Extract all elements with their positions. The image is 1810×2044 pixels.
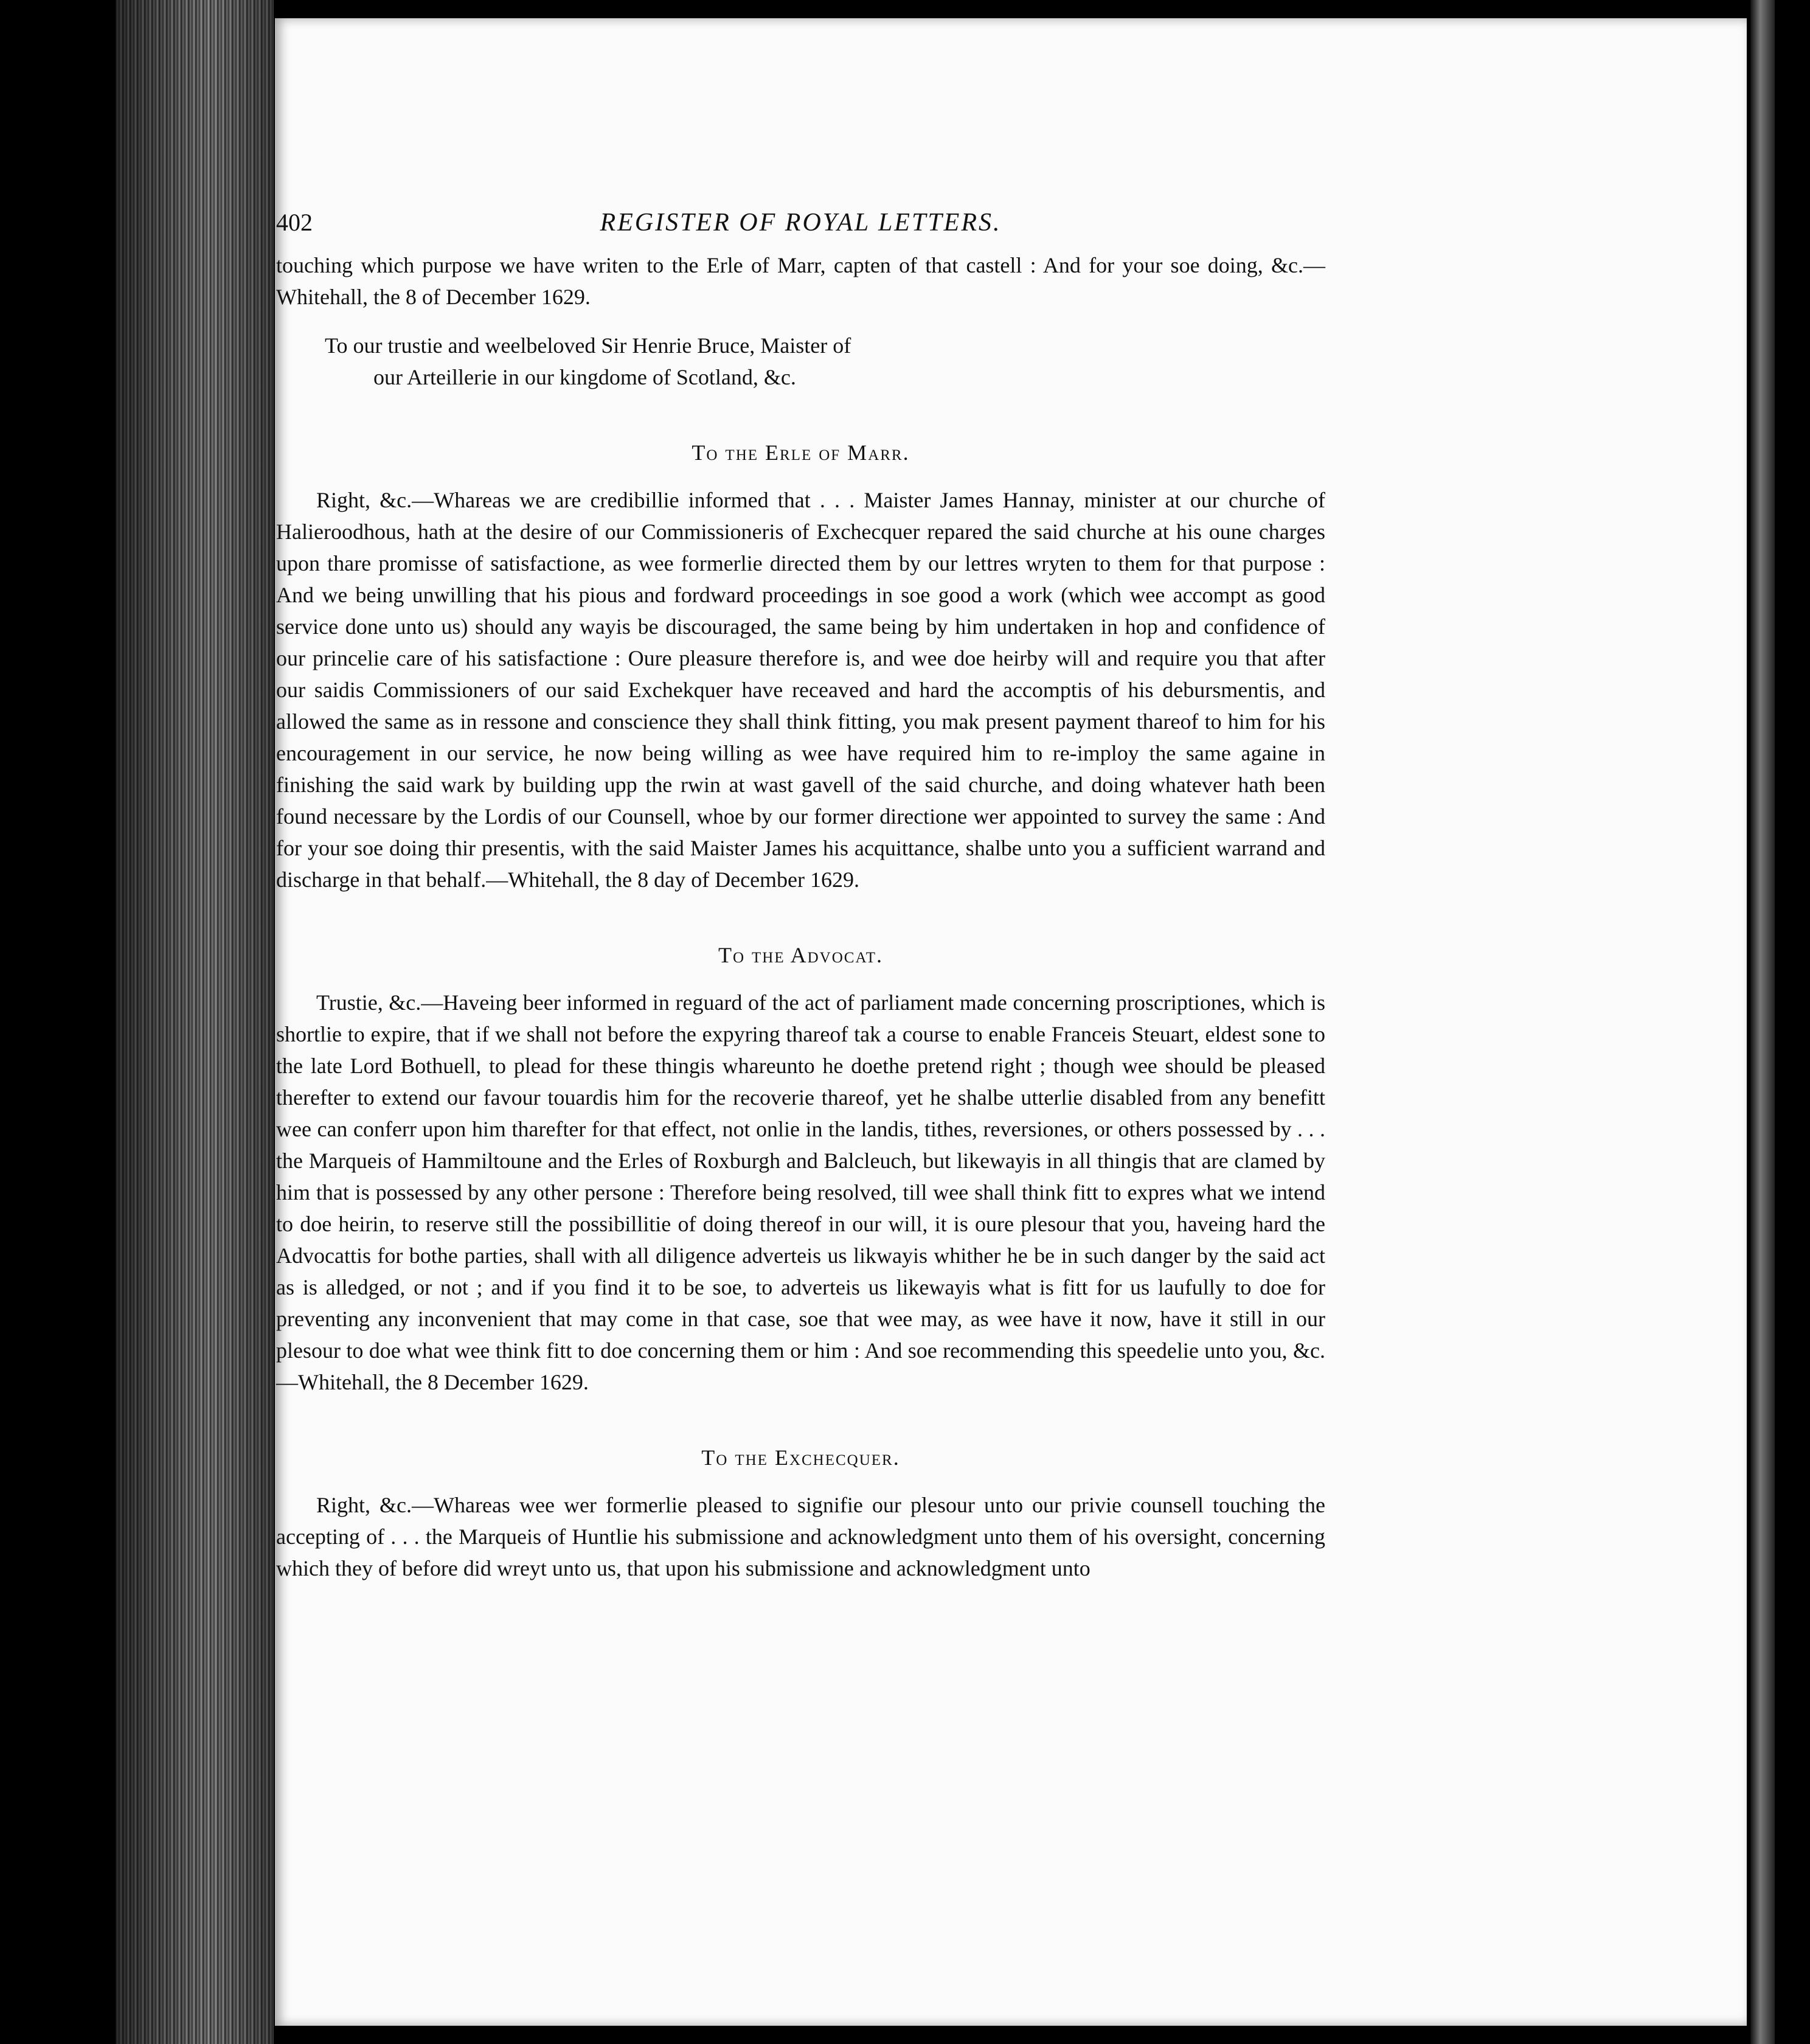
letter-heading-exchecquer: To the Exchecquer.	[701, 1445, 900, 1470]
opening-paragraph: touching which purpose we have writen to the Erle of Marr, capten of that castell : And for your soe doing, &c.—Whitehall, the 8 of December 1629.	[276, 253, 1325, 309]
running-title: REGISTER OF ROYAL LETTERS.	[600, 209, 1002, 237]
address-block	[325, 330, 1325, 393]
address-line-1: To our trustie and weelbeloved Sir Henrie Bruce, Maister of	[325, 333, 851, 358]
page-content	[276, 207, 1325, 1584]
letter-heading-erle-of-marr: To the Erle of Marr.	[692, 440, 910, 465]
page-number: 402	[276, 209, 313, 236]
book-spine-shadow	[116, 0, 274, 2044]
running-head	[276, 207, 1325, 249]
facing-page-edge	[1750, 0, 1775, 2044]
letter-body-erle-of-marr: Right, &c.—Whareas we are credibillie informed that . . . Maister James Hannay, minister at our churche of Halieroodhous, hath at the desire of our Commissioneris of Exchecquer repared the said churche at his oune charges upon thare promisse of satisfactione, as wee formerlie directed them by our lettres wryten to them for that purpose : And we being unwilling that his pious and fordward proceedings in soe good a work (which wee accompt as good service done unto us) should any wayis be discouraged, the same being by him undertaken in hop and confidence of our princelie care of his satisfactione : Oure pleasure therefore is, and wee doe heirby will and require you that after our saidis Commissioners of our said Exchekquer have receaved and hard the accomptis of his debursmentis, and allowed the same as in ressone and conscience they shall think fitting, you mak present payment thareof to him for his encouragement in our service, he now being willing as wee have required him to re-imploy the same againe in finishing the said wark by building upp the rwin at wast gavell of the said churche, and doing whatever hath been found necessare by the Lordis of our Counsell, whoe by our former directione wer appointed to survey the same : And for your soe doing thir presentis, with the said Maister James his acquittance, shalbe unto you a sufficient warrand and discharge in that behalf.—Whitehall, the 8 day of December 1629.	[276, 488, 1325, 892]
letter-heading-advocat: To the Advocat.	[718, 943, 884, 967]
address-line-2: our Arteillerie in our kingdome of Scotland, &c.	[373, 365, 796, 389]
letter-body-advocat: Trustie, &c.—Haveing beer informed in reguard of the act of parliament made concerning proscriptiones, which is shortlie to expire, that if we shall not before the expyring thareof tak a course to enable Franceis Steuart, eldest sone to the late Lord Bothuell, to plead for these thingis whareunto he doethe pretend right ; though wee should be pleased therefter to extend our favour touardis him for the recoverie thareof, yet he shalbe utterlie disabled from any benefitt wee can conferr upon him tharefter for that effect, not onlie in the landis, tithes, reversiones, or others possessed by . . . the Marqueis of Hammiltoune and the Erles of Roxburgh and Balcleuch, but likewayis in all thingis that are clamed by him that is possessed by any other persone : Therefore being resolved, till wee shall think fitt to expres what we intend to doe heirin, to reserve still the possibillitie of doing thereof in our will, it is oure plesour that you, haveing hard the Advocattis for bothe parties, shall with all diligence adverteis us likwayis whither he be in such danger by the said act as is alledged, or not ; and if you find it to be soe, to adverteis us likewayis what is fitt for us laufully to doe for preventing any inconvenient that may come in that case, soe that wee may, as wee have it now, have it still in our plesour to doe what wee think fitt to doe concerning them or him : And soe recommending this speedelie unto you, &c.—Whitehall, the 8 December 1629.	[276, 990, 1325, 1394]
letter-body-exchecquer: Right, &c.—Whareas wee wer formerlie pleased to signifie our plesour unto our privie counsell touching the accepting of . . . the Marqueis of Huntlie his submissione and acknowledgment unto them of his oversight, concerning which they of before did wreyt unto us, that upon his submissione and acknowledgment unto	[276, 1493, 1325, 1580]
